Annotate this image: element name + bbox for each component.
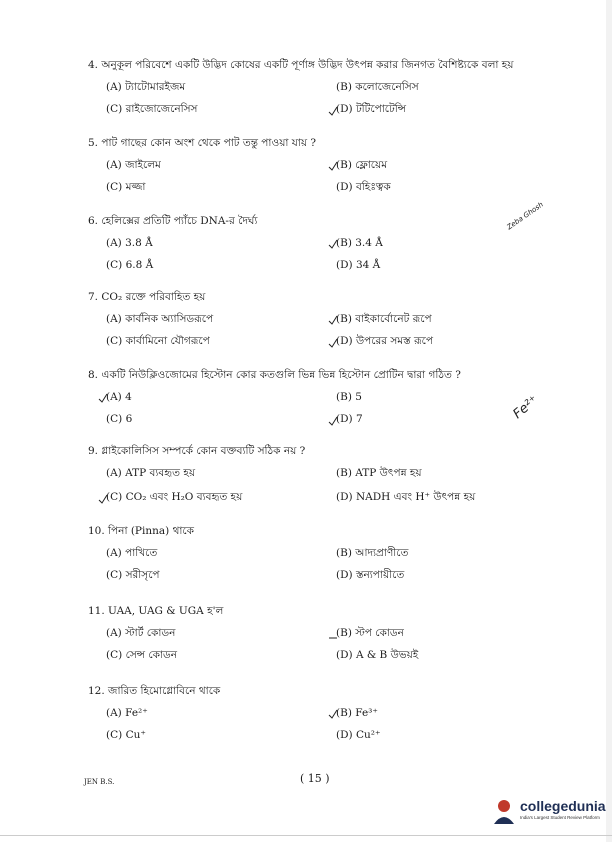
option-d: (D) 34 Å (336, 259, 381, 271)
option-b: (B) ফ্লোয়েম (336, 159, 388, 171)
tick-mark-icon (328, 315, 338, 325)
option-b: (B) আদ্যপ্রাণীতে (336, 547, 409, 559)
question-stem: 5. পাট গাছের কোন অংশ থেকে পাট তন্তু পাওয়া যায় ? (88, 137, 317, 149)
option-c: (C) CO₂ এবং H₂O ব্যবহৃত হয় (106, 491, 243, 503)
tick-mark-icon (98, 393, 108, 403)
question-4 (88, 58, 568, 115)
option-c: (C) Cu⁺ (106, 729, 146, 741)
question-11 (88, 604, 568, 661)
option-d: (D) A & B উভয়ই (336, 649, 419, 661)
option-c: (C) মজ্জা (106, 181, 146, 193)
option-b: (B) ATP উৎপন্ন হয় (336, 467, 422, 479)
tick-mark-icon (328, 239, 338, 249)
option-b: (B) স্টপ কোডন (336, 627, 404, 639)
option-b: (B) কলোজেনেসিস (336, 81, 419, 93)
question-7 (88, 290, 568, 347)
logo-name: collegedunia (520, 798, 606, 814)
option-b: (B) বাইকার্বোনেট রূপে (336, 313, 432, 325)
handwritten-signature: Zeba Ghosh (505, 200, 545, 232)
option-d: (D) স্তন্যপায়ীতে (336, 569, 405, 581)
option-d: (D) বহিঃত্বক (336, 181, 391, 193)
tick-mark-icon (328, 106, 338, 116)
option-a: (A) কার্বনিক অ্যাসিডরূপে (106, 313, 214, 325)
scan-edge (606, 0, 612, 842)
option-a: (A) ট্যাটোমারইজম (106, 81, 186, 93)
question-stem: 9. গ্লাইকোলিসিস সম্পর্কে কোন বক্তব্যটি সঠিক নয় ? (88, 445, 306, 457)
tick-mark-icon (328, 416, 338, 426)
question-5 (88, 136, 568, 193)
option-a: (A) Fe²⁺ (106, 707, 148, 719)
student-icon (492, 798, 516, 824)
option-a: (A) 4 (106, 391, 132, 403)
option-a: (A) পাখিতে (106, 547, 158, 559)
question-stem: 4. অনুকূল পরিবেশে একটি উদ্ভিদ কোষের একটি পূর্ণাঙ্গ উদ্ভিদ উৎপন্ন করার জিনগত বৈশিষ্ট্যকে বলা হয় (88, 59, 514, 71)
option-a: (A) জাইলেম (106, 159, 161, 171)
handwritten-note: Fe²⁺ (510, 392, 542, 423)
question-stem: 7. CO₂ রক্তে পরিবাহিত হয় (88, 291, 206, 303)
exam-code: JEN B.S. (84, 778, 115, 786)
option-c: (C) কার্বামিনো যৌগরূপে (106, 335, 210, 347)
option-b: (B) 5 (336, 391, 362, 403)
tick-mark-icon (328, 161, 338, 171)
option-a: (A) ATP ব্যবহৃত হয় (106, 467, 196, 479)
logo-tagline: India's Largest Student Review Platform (520, 815, 600, 820)
option-b: (B) Fe³⁺ (336, 707, 378, 719)
option-c: (C) রাইজোজেনেসিস (106, 103, 198, 115)
option-d: (D) টটিপোটেন্সি (336, 103, 406, 115)
question-9 (88, 444, 568, 503)
option-a: (A) 3.8 Å (106, 237, 153, 249)
tick-mark-icon (328, 338, 338, 348)
option-c: (C) 6.8 Å (106, 259, 154, 271)
question-stem: 10. পিনা (Pinna) থাকে (88, 525, 194, 537)
option-d: (D) উপরের সমস্ত রূপে (336, 335, 434, 347)
question-10 (88, 524, 568, 581)
tick-mark-icon (328, 709, 338, 719)
option-d: (D) Cu²⁺ (336, 729, 381, 741)
question-stem: 11. UAA, UAG & UGA হ'ল (88, 605, 224, 617)
page-number: ( 15 ) (300, 772, 330, 785)
option-a: (A) স্টার্ট কোডন (106, 627, 176, 639)
question-stem: 8. একটি নিউক্লিওজোমের হিস্টোন কোর কতগুলি ভিন্ন ভিন্ন হিস্টোন প্রোটিন দ্বারা গঠিত ? (88, 369, 461, 381)
tick-mark-icon (98, 494, 108, 504)
option-d: (D) 7 (336, 413, 363, 425)
collegedunia-logo (492, 796, 610, 826)
question-stem: 12. জারিত হিমোগ্লোবিনে থাকে (88, 685, 221, 697)
option-c: (C) 6 (106, 413, 133, 425)
option-d: (D) NADH এবং H⁺ উৎপন্ন হয় (336, 491, 476, 503)
scan-border (0, 835, 612, 836)
option-b: (B) 3.4 Å (336, 237, 383, 249)
question-stem: 6. হেলিক্সের প্রতিটি প্যাঁচে DNA-র দৈর্ঘ্য (88, 215, 258, 227)
option-c: (C) সেন্স কোডন (106, 649, 178, 661)
question-12 (88, 684, 568, 741)
tick-mark-icon (328, 629, 338, 639)
option-c: (C) সরীসৃপে (106, 569, 160, 581)
